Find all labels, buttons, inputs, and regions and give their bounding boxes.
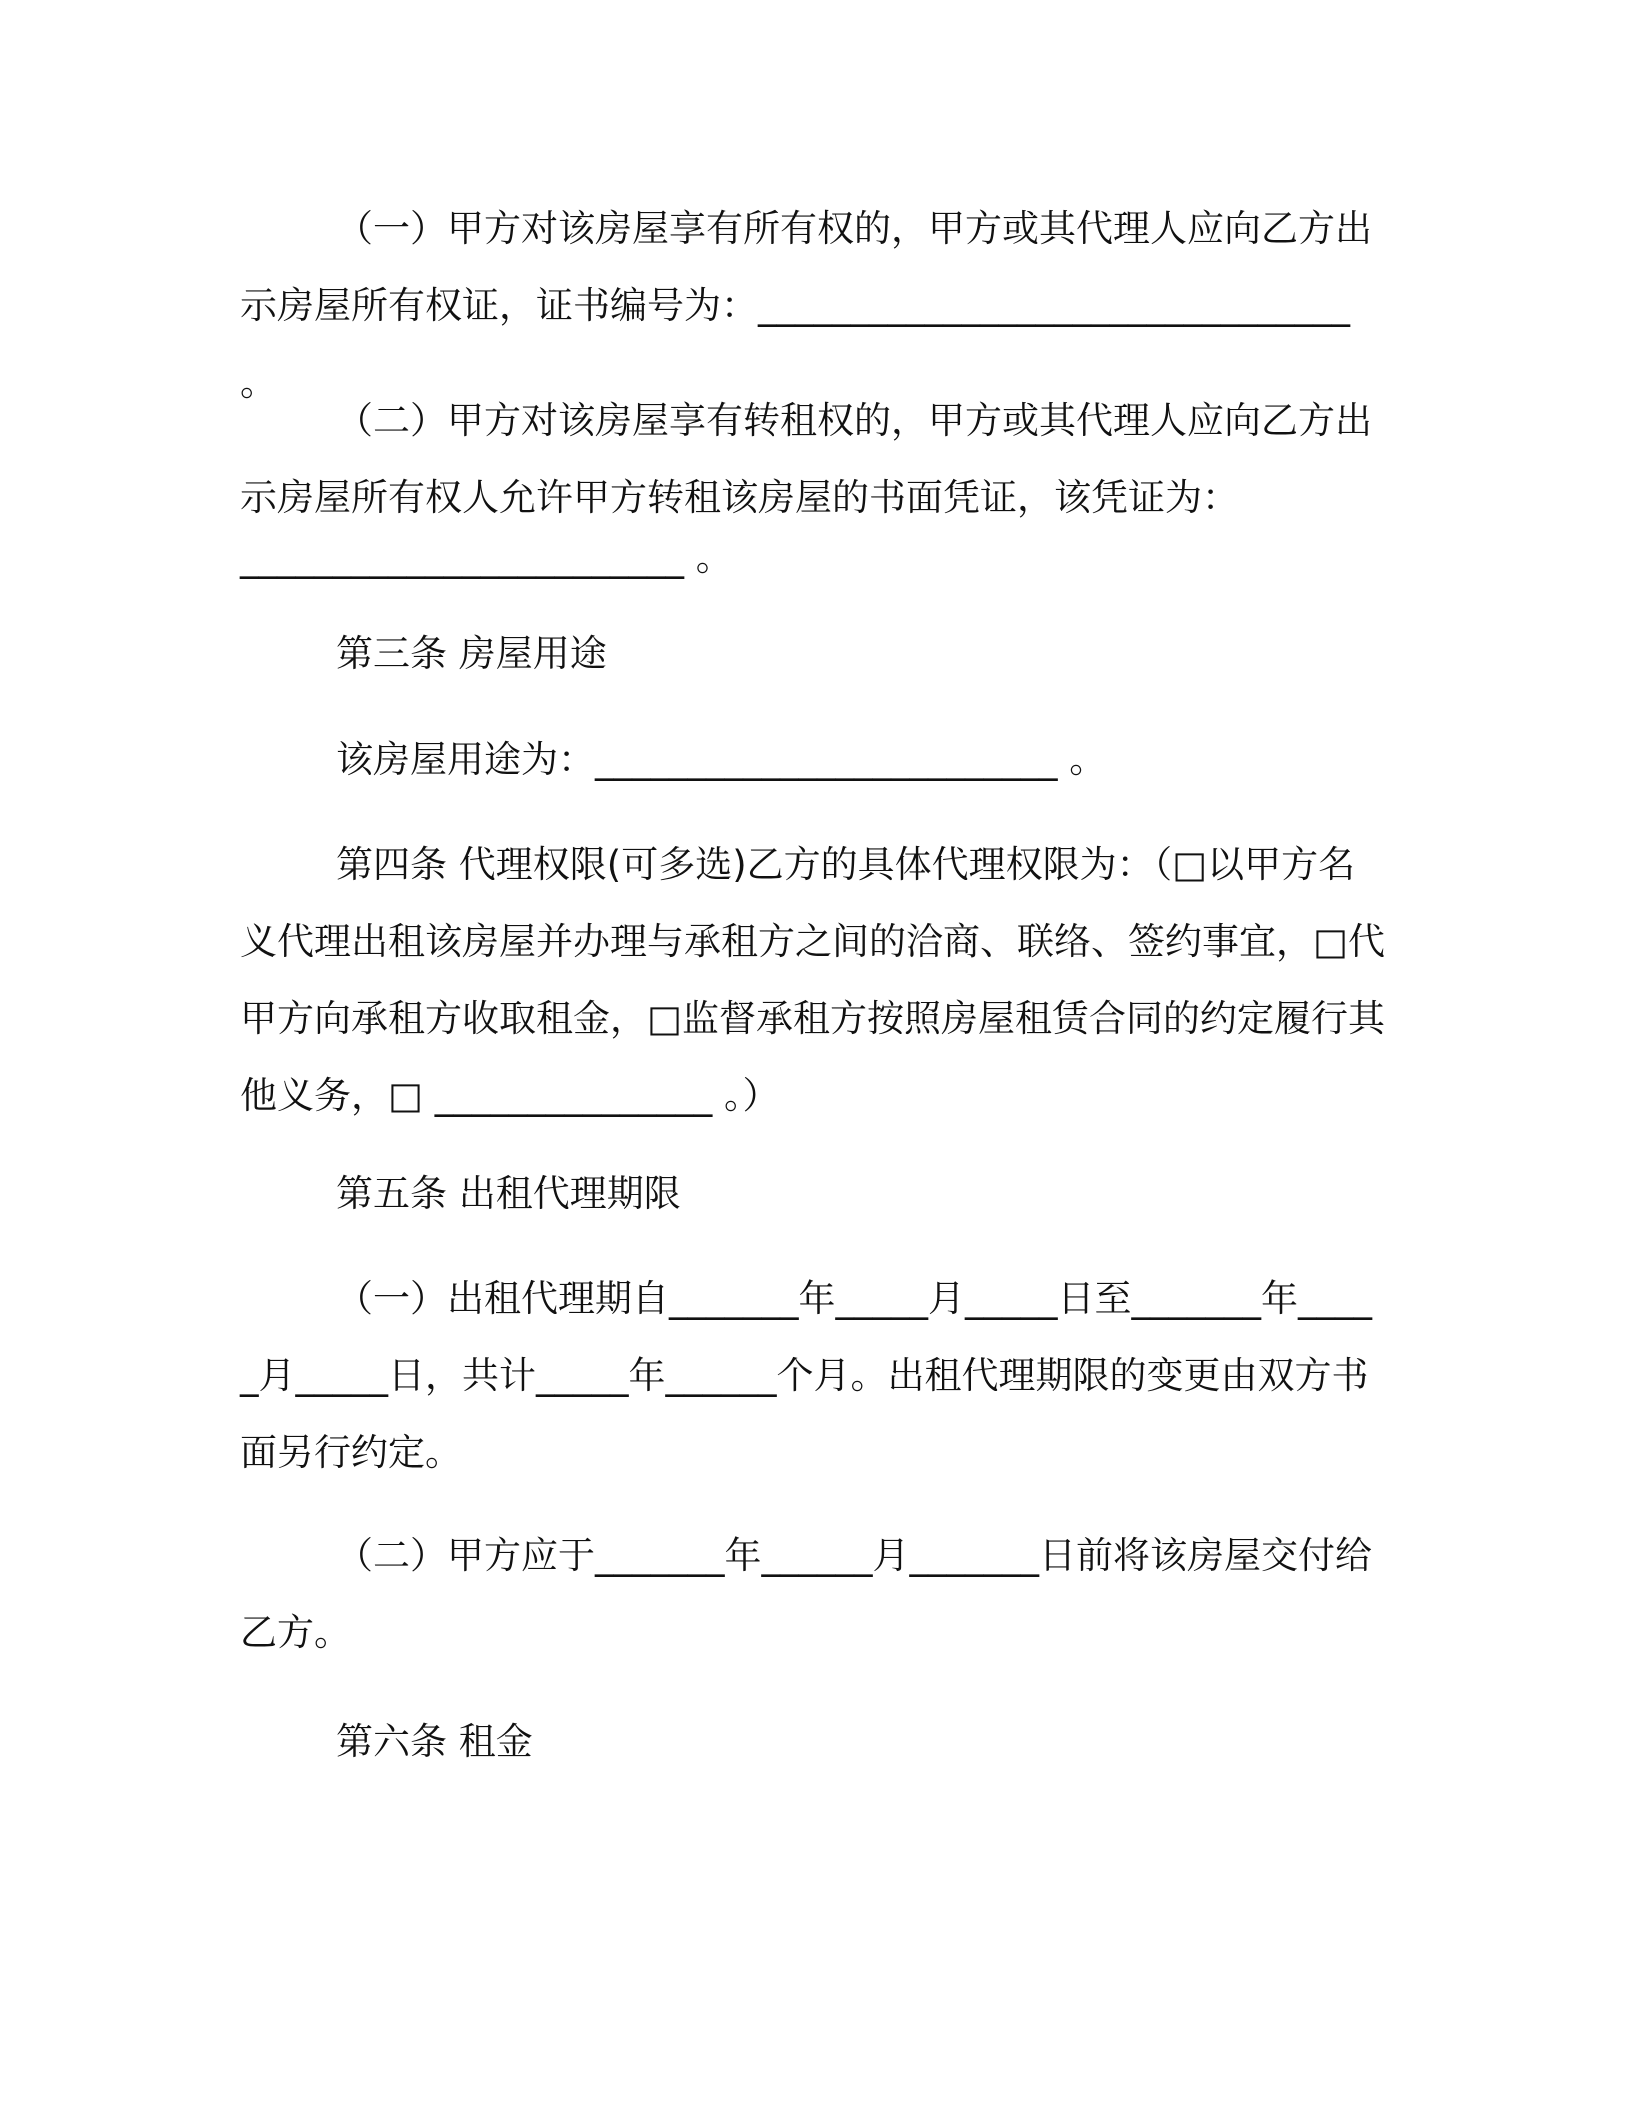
clause-2-item-2-blank: ________________________ 。 bbox=[240, 536, 733, 579]
clause-3-heading: 第三条 房屋用途 bbox=[336, 632, 607, 675]
clause-2-item-2: （二）甲方对该房屋享有转租权的，甲方或其代理人应向乙方出示房屋所有权人允许甲方转租该房屋的书面凭证，该凭证为： bbox=[240, 399, 1372, 519]
clause-2-item-1: （一）甲方对该房屋享有所有权的，甲方或其代理人应向乙方出示房屋所有权证，证书编号为：________________________________ 。 bbox=[240, 207, 1372, 404]
clause-5-item-1: （一）出租代理期自_______年_____月_____日至_______年_____月_____日，共计_____年______个月。出租代理期限的变更由双方书面另行约定。 bbox=[240, 1277, 1372, 1474]
clause-3-usage: 该房屋用途为：_________________________ 。 bbox=[336, 738, 1107, 781]
clause-4-authority: 第四条 代理权限(可多选)乙方的具体代理权限为：（□以甲方名义代理出租该房屋并办理与承租方之间的洽商、联络、签约事宜，□代甲方向承租方收取租金，□监督承租方按照房屋租赁合同的约定履行其他义务，□ _______________ 。） bbox=[240, 843, 1385, 1117]
clause-6-heading: 第六条 租金 bbox=[336, 1720, 533, 1763]
clause-5-heading: 第五条 出租代理期限 bbox=[336, 1172, 681, 1215]
clause-5-item-2: （二）甲方应于_______年______月_______日前将该房屋交付给乙方。 bbox=[240, 1534, 1372, 1654]
